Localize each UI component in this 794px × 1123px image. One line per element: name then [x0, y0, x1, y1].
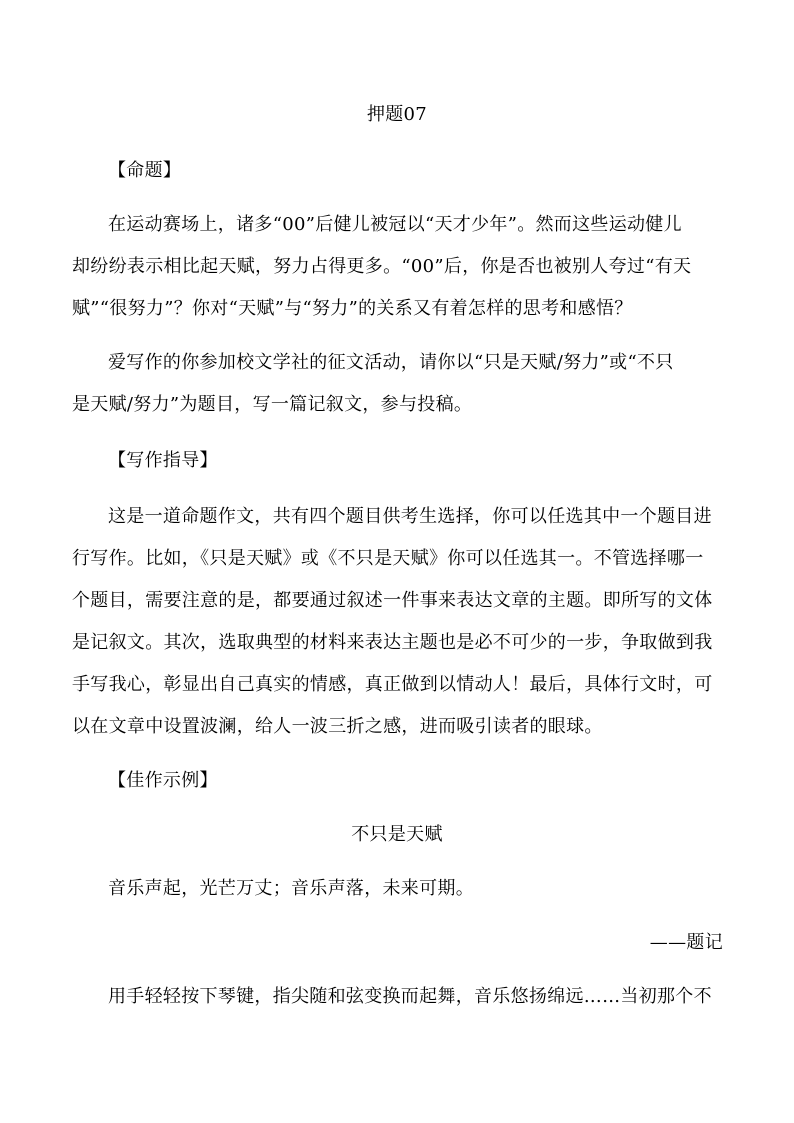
prompt-paragraph-1-line-1: 在运动赛场上，诸多“00”后健儿被冠以“天才少年”。然而这些运动健儿: [108, 214, 682, 235]
guide-line-3: 个题目，需要注意的是，都要通过叙述一件事来表达文章的主题。即所写的文体: [72, 590, 713, 611]
section-heading-guide: 【写作指导】: [108, 450, 218, 471]
epigraph: 音乐声起，光芒万丈；音乐声落，未来可期。: [108, 878, 474, 899]
prompt-paragraph-2-line-2: 是天赋/努力”为题目，写一篇记叙文，参与投稿。: [72, 394, 473, 415]
essay-title: 不只是天赋: [351, 824, 443, 845]
prompt-paragraph-1-line-3: 赋”“很努力”？你对“天赋”与“努力”的关系又有着怎样的思考和感悟？: [72, 298, 633, 319]
guide-line-2: 行写作。比如，《只是天赋》或《不只是天赋》你可以任选其一。不管选择哪一: [72, 548, 704, 569]
guide-line-5: 手写我心，彰显出自己真实的情感，真正做到以情动人！最后，具体行文时，可: [72, 674, 713, 695]
essay-line-1: 用手轻轻按下琴键，指尖随和弦变换而起舞，音乐悠扬绵远……当初那个不: [108, 986, 712, 1007]
prompt-paragraph-1-line-2: 却纷纷表示相比起天赋，努力占得更多。“00”后，你是否也被别人夸过“有天: [72, 256, 692, 277]
page-title: 押题07: [366, 104, 428, 125]
prompt-paragraph-2-line-1: 爱写作的你参加校文学社的征文活动，请你以“只是天赋/努力”或“不只: [108, 352, 674, 373]
section-heading-example: 【佳作示例】: [108, 770, 218, 791]
epigraph-attribution: ——题记: [649, 932, 723, 953]
guide-line-6: 以在文章中设置波澜，给人一波三折之感，进而吸引读者的眼球。: [72, 716, 603, 737]
guide-line-4: 是记叙文。其次，选取典型的材料来表达主题也是必不可少的一步，争取做到我: [72, 632, 713, 653]
guide-line-1: 这是一道命题作文，共有四个题目供考生选择，你可以任选其中一个题目进: [108, 506, 712, 527]
section-heading-prompt: 【命题】: [108, 160, 182, 181]
